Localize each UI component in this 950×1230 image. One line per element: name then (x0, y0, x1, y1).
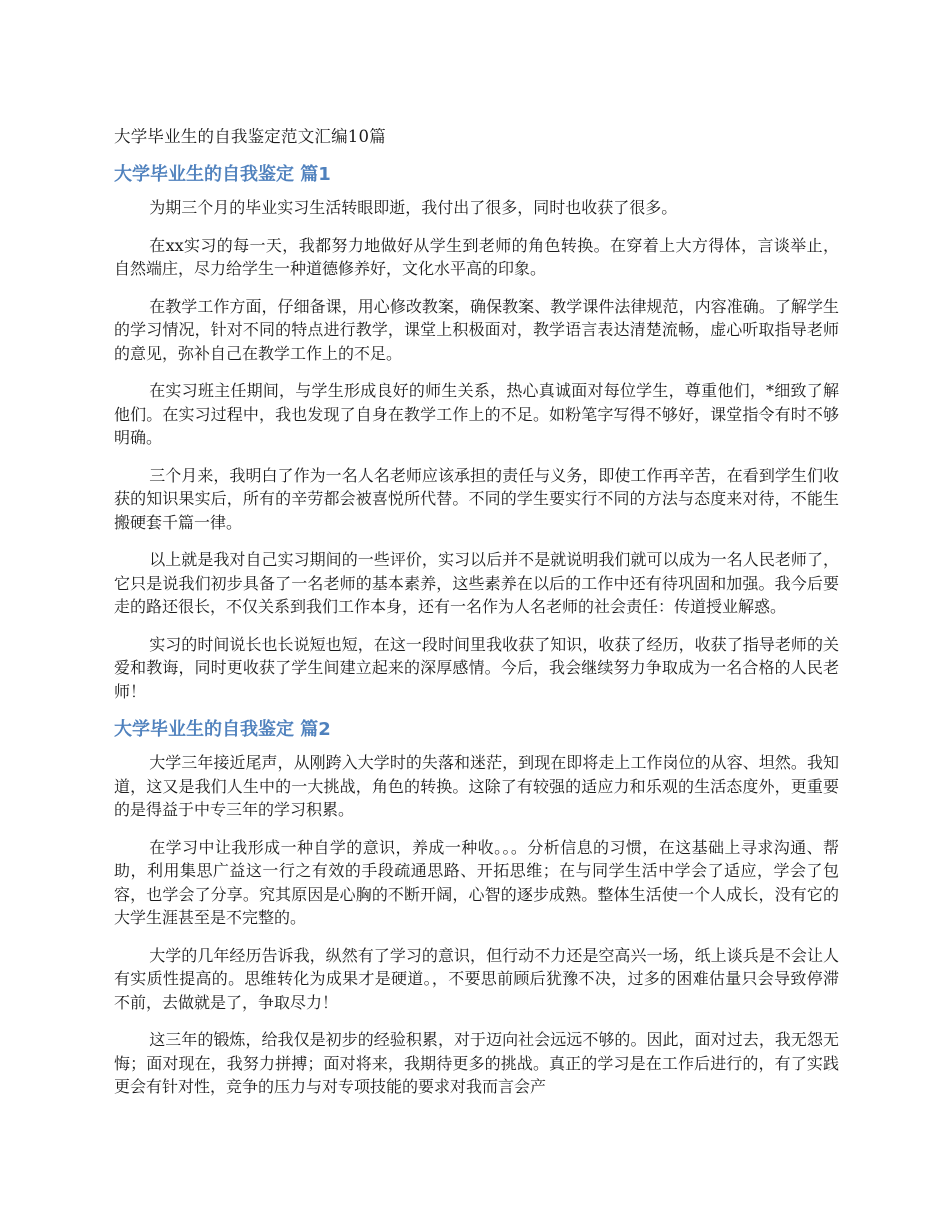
paragraph: 三个月来，我明白了作为一名人名老师应该承担的责任与义务，即使工作再辛苦，在看到学生们收获的知识果实后，所有的辛劳都会被喜悦所代替。不同的学生要实行不同的方法与态度来对待，不能生搬硬套千篇一律。 (114, 465, 839, 532)
paragraph: 实习的时间说长也长说短也短，在这一段时间里我收获了知识，收获了经历，收获了指导老师的关爱和教诲，同时更收获了学生间建立起来的深厚感情。今后，我会继续努力争取成为一名合格的人民老师！ (114, 634, 839, 701)
section-2 (114, 717, 839, 1099)
section-heading: 大学毕业生的自我鉴定 篇1 (114, 164, 331, 185)
paragraph: 以上就是我对自己实习期间的一些评价，实习以后并不是就说明我们就可以成为一名人民老师了，它只是说我们初步具备了一名老师的基本素养，这些素养在以后的工作中还有待巩固和加强。我今后要走的路还很长，不仅关系到我们工作本身，还有一名作为人名老师的社会责任：传道授业解惑。 (114, 550, 839, 616)
paragraph: 在xx实习的每一天，我都努力地做好从学生到老师的角色转换。在穿着上大方得体，言谈举止，自然端庄，尽力给学生一种道德修养好，文化水平高的印象。 (114, 235, 839, 278)
paragraph: 在实习班主任期间，与学生形成良好的师生关系，热心真诚面对每位学生，尊重他们，*细致了解他们。在实习过程中，我也发现了自身在教学工作上的不足。如粉笔字写得不够好，课堂指令有时不够明确。 (114, 381, 839, 447)
paragraph: 大学的几年经历告诉我，纵然有了学习的意识，但行动不力还是空高兴一场，纸上谈兵是不会让人有实质性提高的。思维转化为成果才是硬道。，不要思前顾后犹豫不决，过多的困难估量只会导致停滞不前，去做就是了，争取尽力！ (114, 945, 839, 1012)
document-page (114, 124, 839, 1113)
paragraph: 大学三年接近尾声，从刚跨入大学时的失落和迷茫，到现在即将走上工作岗位的从容、坦然。我知道，这又是我们人生中的一大挑战，角色的转换。这除了有较强的适应力和乐观的生活态度外，更重要的是得益于中专三年的学习积累。 (114, 753, 839, 819)
paragraph: 在教学工作方面，仔细备课，用心修改教案，确保教案、教学课件法律规范，内容准确。了解学生的学习情况，针对不同的特点进行教学，课堂上积极面对，教学语言表达清楚流畅，虚心听取指导老师的意见，弥补自己在教学工作上的不足。 (114, 296, 839, 363)
document-title: 大学毕业生的自我鉴定范文汇编10篇 (114, 127, 386, 146)
paragraph: 这三年的锻炼，给我仅是初步的经验积累，对于迈向社会远远不够的。因此，面对过去，我无怨无悔；面对现在，我努力拼搏；面对将来，我期待更多的挑战。真正的学习是在工作后进行的，有了实践更会有针对性，竞争的压力与对专项技能的要求对我而言会产 (114, 1030, 839, 1096)
paragraph: 在学习中让我形成一种自学的意识，养成一种收。。。分析信息的习惯，在这基础上寻求沟通、帮助，利用集思广益这一行之有效的手段疏通思路、开拓思维；在与同学生活中学会了适应，学会了包容，也学会了分享。究其原因是心胸的不断开阔，心智的逐步成熟。整体生活使一个人成长，没有它的大学生涯甚至是不完整的。 (114, 837, 839, 927)
section-heading: 大学毕业生的自我鉴定 篇2 (114, 719, 331, 740)
paragraph: 为期三个月的毕业实习生活转眼即逝，我付出了很多，同时也收获了很多。 (149, 198, 678, 217)
section-1 (114, 162, 839, 703)
